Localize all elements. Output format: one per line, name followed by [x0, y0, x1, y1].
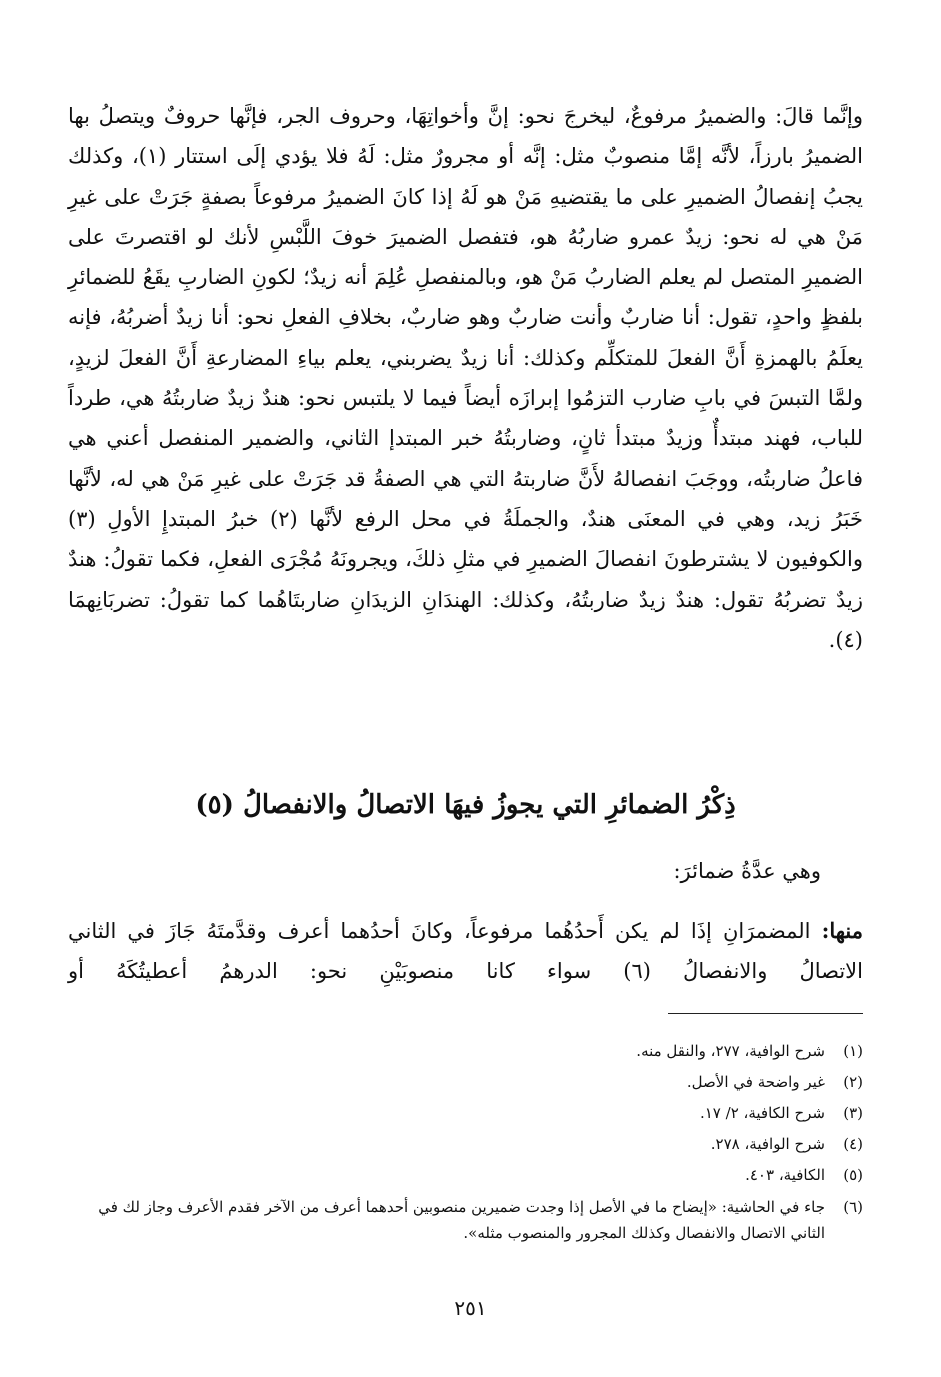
main-paragraph [68, 96, 863, 660]
footnote-item [68, 1160, 863, 1191]
footnote-text: شرح الوافية، ٢٧٧، والنقل منه. [636, 1042, 825, 1060]
footnote-item [68, 1194, 863, 1246]
second-paragraph-text: المضمرَانِ إذَا لم يكن أَحدُهُما مرفوعاً، وكانَ أحدُهما أعرف وقدَّمتَهُ جَازَ في الثاني الاتصالُ والانفصالُ (٦) سواء كانا منصوبَيْنِ نحو: الدرهمُ أعطيتُكَهُ أو [68, 919, 863, 983]
footnote-number: (٣) [843, 1104, 863, 1122]
footnote-text: غير واضحة في الأصل. [686, 1073, 825, 1091]
second-paragraph [68, 911, 863, 991]
footnote-text: جاء في الحاشية: «إيضاح ما في الأصل إذا وجدت ضميرين منصوبين أحدهما أعرف من الآخر فقدم الأعرف وجاز لك في الثاني الاتصال والانفصال وكذلك المجرور والمنصوب مثله». [98, 1198, 825, 1242]
second-paragraph-lead: منها: [821, 918, 863, 943]
intro-line: وهي عدَّةُ ضمائرَ: [673, 859, 821, 883]
footnote-text: شرح الوافية، ٢٧٨. [710, 1135, 825, 1153]
footnote-text: شرح الكافية، ٢/ ١٧. [699, 1104, 825, 1122]
footnote-number: (٥) [843, 1166, 863, 1184]
footnote-text: الكافية، ٤٠٣. [745, 1166, 825, 1184]
section-heading: ذِكْرُ الضمائرِ التي يجوزُ فيهَا الاتصالُ والانفصالُ (٥) [195, 790, 736, 820]
main-paragraph-text: وإنَّما قالَ: والضميرُ مرفوعٌ، ليخرجَ نحو: إنَّ وأخواتِهَا، وحروف الجر، فإنَّها حروفٌ ويتصلُ بها الضميرُ بارزاً، لأنَّه إمَّا منصوبٌ مثل: إنَّه أو مجرورٌ مثل: لَهُ فلا يؤدي إلَى استتار (١)، وكذلك يجبُ إنفصالُ الضميرِ على ما يقتضيهِ مَنْ هو لَهُ إذا كانَ الضميرُ مرفوعاً بصفةٍ جَرَتْ على غيرِ مَنْ هي له نحو: زيدٌ عمرو ضاربُهُ هو، فتفصل الضميرَ خوفَ اللَّبْسِ لأنك لو اقتصرتَ على الضميرِ المتصل لم يعلم الضاربُ مَنْ هو، وبالمنفصلِ عُلِمَ أنه زيدٌ؛ لكونِ الضاربِ يقَعُ للضمائرِ بلفظٍ واحدٍ، تقول: أنا ضاربٌ وأنت ضاربٌ وهو ضاربٌ، بخلافِ الفعلِ نحو: أنا زيدٌ أضربُهُ، فإنه يعلَمُ بالهمزةِ أَنَّ الفعلَ للمتكلِّم وكذلك: أنا زيدٌ يضربني، يعلم بياءِ المضارعةِ أَنَّ الفعلَ لزيدٍ، ولمَّا التبسَ في بابِ ضارب التزمُوا إبرازَه أيضاً فيما لا يلتبس نحو: هندٌ زيدٌ ضاربتُهُ هي، طرداً للباب، فهند مبتدأٌ وزيدٌ مبتدأ ثانٍ، وضاربتُهُ خبر المبتدإ الثاني، والضمير المنفصل أعني هي فاعلُ ضاربتُه، ووجَبَ انفصالهُ لأَنَّ ضاربتهُ التي هي الصفةُ قد جَرَتْ على غيرِ مَنْ هي له، لأنَّها خَبَرُ زيد، وهي في المعنَى هندٌ، والجملَةُ في محل الرفع لأنَّها (٢) خبرُ المبتدإِ الأولِ (٣) والكوفيون لا يشترطونَ انفصالَ الضميرِ في مثلِ ذلكَ، ويجرونَهُ مُجْرَى الفعلِ، فكما تقولُ: هندٌ زيدٌ تضربُهُ تقول: هندٌ زيدٌ ضاربتُهُ، وكذلك: الهندَانِ الزيدَانِ ضاربتَاهُما كما تقولُ: تضربَانِهمَا (٤). [68, 104, 864, 652]
footnote-number: (٢) [843, 1073, 863, 1091]
footnote-item [68, 1098, 863, 1129]
footnote-number: (١) [843, 1042, 863, 1060]
footnote-item [68, 1067, 863, 1098]
footnote-number: (٦) [843, 1198, 863, 1216]
footnote-separator [668, 1013, 863, 1014]
footnote-item [68, 1036, 863, 1067]
footnotes-list [68, 1036, 863, 1246]
footnote-item [68, 1129, 863, 1160]
page-number: ٢٥١ [454, 1296, 487, 1320]
footnote-number: (٤) [843, 1135, 863, 1153]
